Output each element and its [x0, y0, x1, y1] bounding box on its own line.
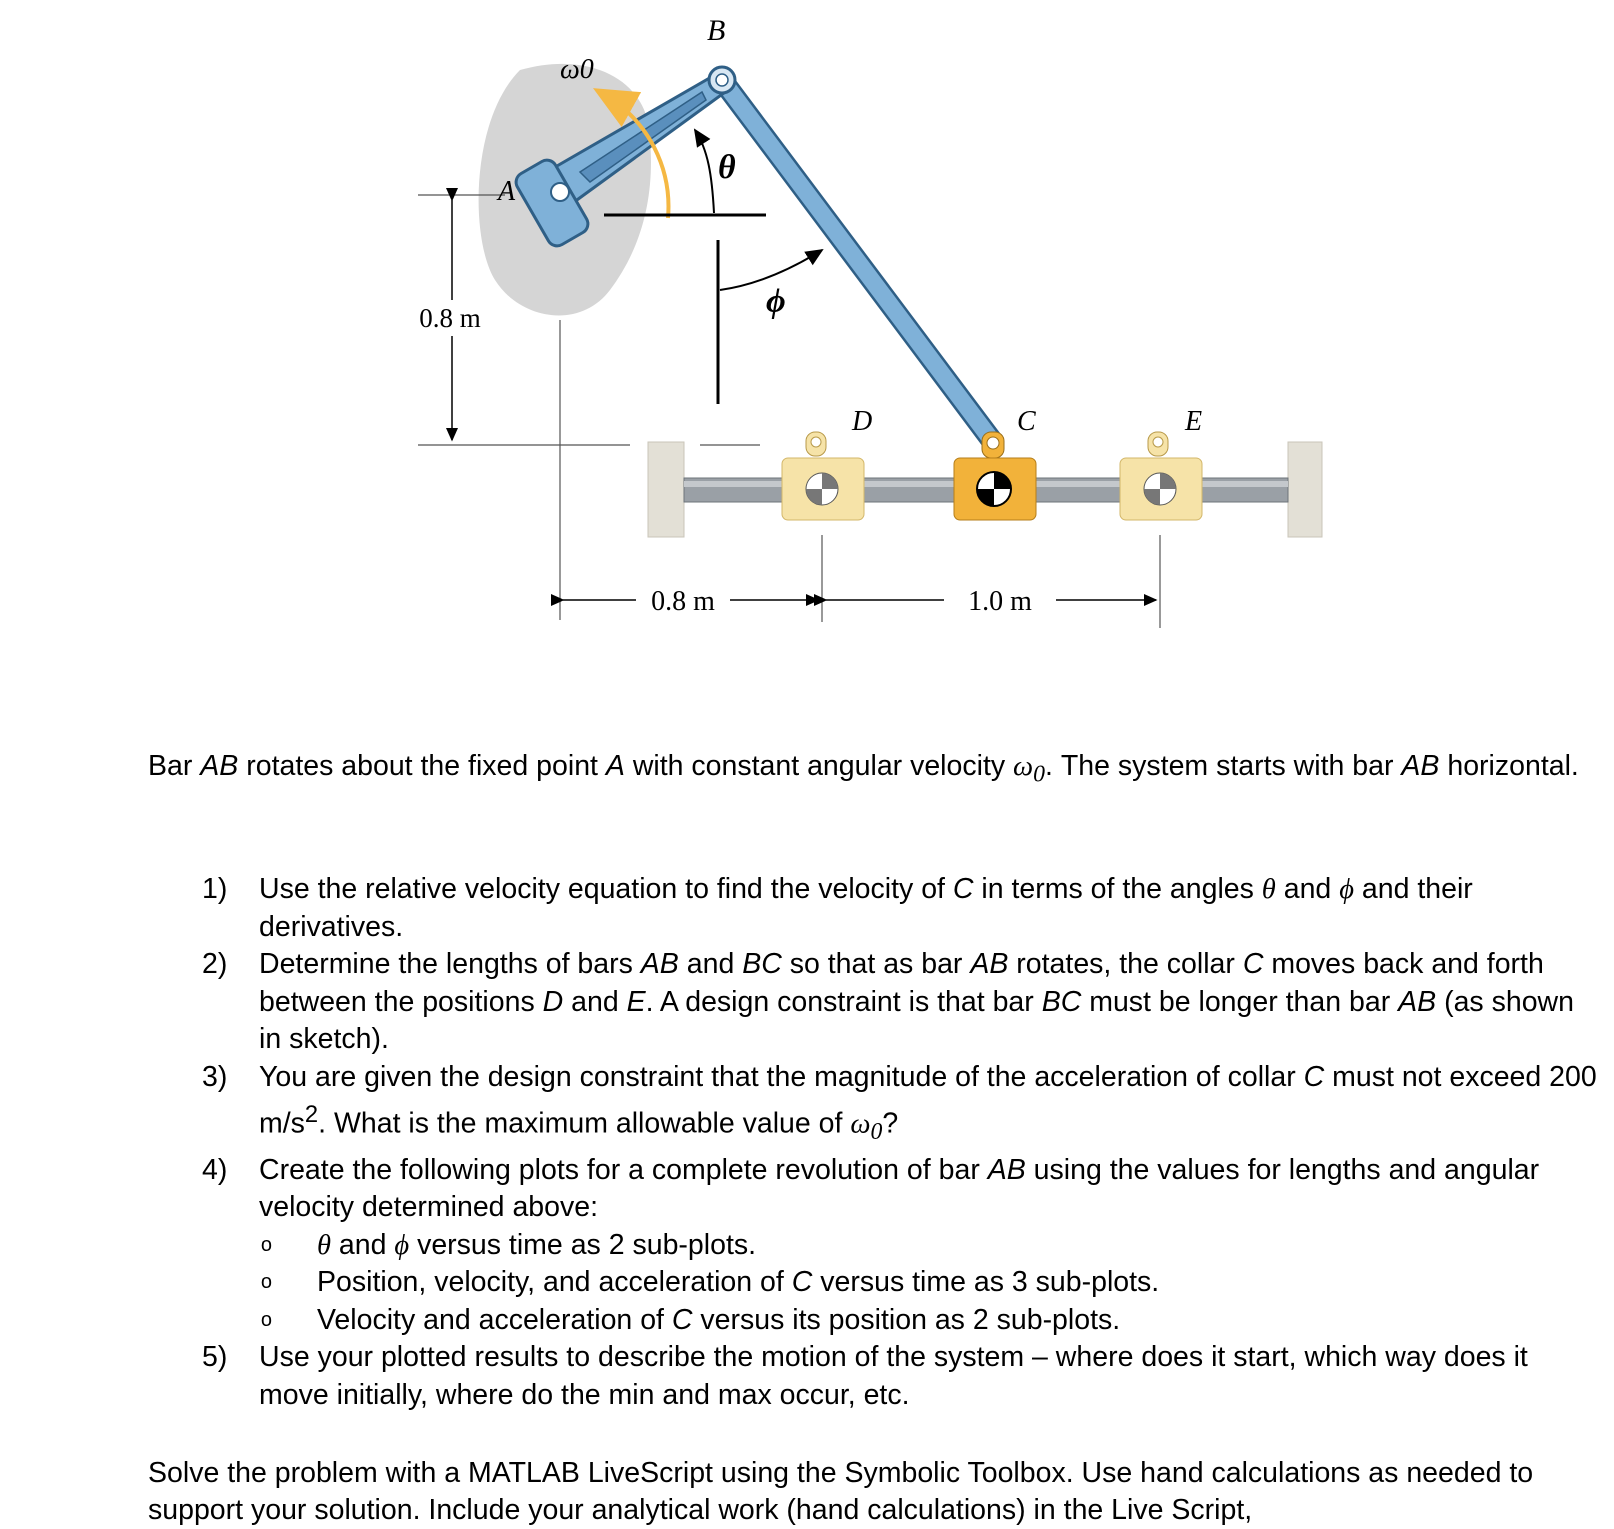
list-item: 3) You are given the design constraint that the magnitude of the acceleration of collar C must not exceed 200 $m/s^2$. What is the maximum allowable value of $\omega_0$?: [202, 1060, 1597, 1146]
collar-c: [954, 432, 1036, 520]
closing-paragraph: Solve the problem with a MATLAB LiveScript using the Symbolic Toolbox. Use hand calculations as needed to support your solution. Include your analytical work (hand calculations) in the Live Script,: [148, 1457, 1534, 1526]
label-theta: θ: [718, 149, 736, 186]
sub-list-item: o Velocity and acceleration of C versus its position as 2 sub-plots.: [202, 1302, 1602, 1340]
right-wall: [1288, 442, 1322, 537]
task-list: [202, 871, 1602, 1414]
collar-e: [1120, 432, 1202, 520]
bullet-icon: o: [260, 1233, 272, 1256]
label-b: B: [707, 14, 726, 47]
label-d: D: [852, 406, 873, 437]
dimension-ad-label: 0.8 m: [651, 586, 715, 617]
list-item: 1) Use the relative velocity equation to find the velocity of C in terms of the angles θ and ϕ and their derivatives.: [202, 873, 1473, 943]
intro-paragraph: Bar AB rotates about the fixed point A with constant angular velocity $\omega_0$. The system starts with bar AB horizontal.: [148, 750, 1579, 788]
bullet-icon: o: [260, 1271, 272, 1294]
label-c: C: [1017, 406, 1036, 437]
label-e: E: [1185, 406, 1203, 437]
list-item: 4) Create the following plots for a complete revolution of bar AB using the values for lengths and angular velocity determined above:: [202, 1153, 1540, 1224]
bullet-icon: o: [260, 1308, 272, 1331]
collar-d: [782, 432, 864, 520]
label-a: A: [498, 176, 516, 207]
dimension-de-label: 1.0 m: [968, 586, 1032, 617]
list-item: 5) Use your plotted results to describe the motion of the system – where does it start, which way does it move initially, where do the min and max occur, etc.: [202, 1341, 1528, 1411]
mechanism-diagram: [0, 0, 1614, 660]
sub-list-item: o θ and ϕ versus time as 2 sub-plots.: [202, 1227, 1602, 1265]
label-phi: ϕ: [766, 283, 786, 320]
dimension-vertical-label: 0.8 m: [419, 303, 481, 333]
list-item: 2) Determine the lengths of bars AB and BC so that as bar AB rotates, the collar C moves back and forth between the positions D and E. A design constraint is that bar BC must be longer than bar AB (as shown in sketch).: [202, 948, 1574, 1055]
sub-list-item: o Position, velocity, and acceleration of C versus time as 3 sub-plots.: [202, 1264, 1602, 1302]
theta-arc: [695, 130, 714, 213]
label-omega: ω0: [560, 54, 594, 85]
left-wall: [648, 442, 684, 537]
